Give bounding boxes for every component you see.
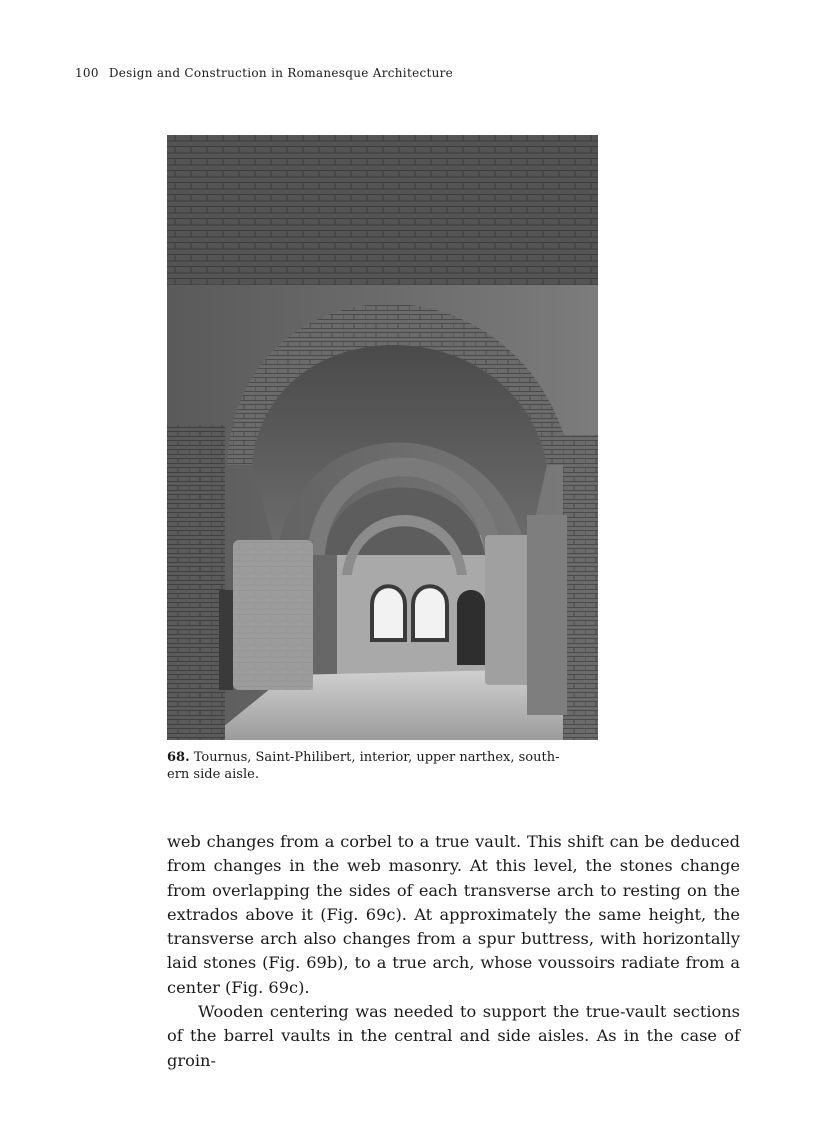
page-number: 100 [75,66,99,80]
figure-photo-narthex [167,135,598,740]
figure-caption [167,749,607,783]
caption-line-2: ern side aisle. [167,767,259,782]
running-head [75,66,453,80]
narthex-photo-illustration [167,135,598,740]
figure-number: 68. [167,750,190,765]
body-text [167,830,740,1073]
running-title: Design and Construction in Romanesque Architecture [108,66,454,80]
paragraph-2: Wooden centering was needed to support the true-vault sections of the barrel vaults in the central and side aisles. As in the case of groin- [167,1002,740,1070]
caption-line-1: Tournus, Saint-Philibert, interior, upper narthex, south- [193,750,560,765]
paragraph-1: web changes from a corbel to a true vault. This shift can be deduced from changes in the web masonry. At this level, the stones change from overlapping the sides of each transverse arch to resting on the extrados above it (Fig. 69c). At approximately the same height, the transverse arch also changes from a spur buttress, with horizontally laid stones (Fig. 69b), to a true arch, whose voussoirs radiate from a center (Fig. 69c). [167,832,740,997]
